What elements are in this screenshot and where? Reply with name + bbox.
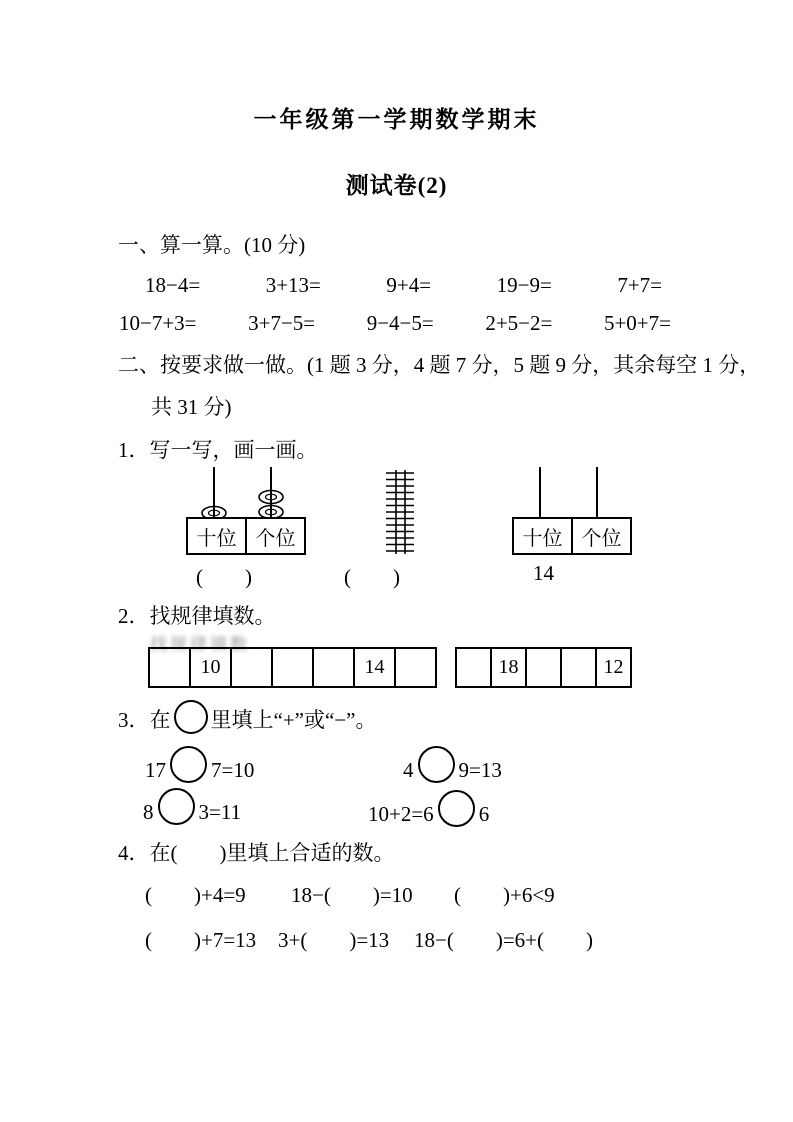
pattern-cell: 12 <box>595 647 632 688</box>
fill-blank-expression: 3+( )=13 <box>278 928 390 952</box>
operator-circle <box>418 746 455 783</box>
pattern-cell <box>230 647 273 688</box>
section-2-heading-line2: 共 31 分) <box>151 395 232 419</box>
fill-blank-expression: ( )+7=13 <box>145 928 257 952</box>
equation-right: 9=13 <box>458 758 502 782</box>
pattern-cell: 18 <box>490 647 527 688</box>
paper-subtitle: 测试卷(2) <box>345 173 448 198</box>
answer-blank-1: ( ) <box>196 565 252 589</box>
calc-expression: 7+7= <box>617 273 662 297</box>
section-1-heading: 一、算一算。(10 分) <box>118 233 306 257</box>
calc-expression: 5+0+7= <box>603 311 671 335</box>
pattern-cell <box>525 647 562 688</box>
pattern-boxes-left <box>148 647 437 688</box>
calc-expression: 18−4= <box>145 273 201 297</box>
answer-value-14: 14 <box>533 561 554 585</box>
pattern-cell <box>455 647 492 688</box>
pattern-cell <box>560 647 597 688</box>
operator-circle <box>158 788 195 825</box>
pattern-cell: 10 <box>189 647 232 688</box>
equation-left: 4 <box>403 758 414 782</box>
abacus-rod-tens <box>539 467 541 521</box>
ones-label: 个位 <box>571 517 632 555</box>
equation-2 <box>403 746 502 783</box>
calc-expression: 10−7+3= <box>119 311 197 335</box>
question-4-label: 4．在( )里填上合适的数。 <box>118 841 395 865</box>
calc-expression: 3+13= <box>265 273 321 297</box>
equation-left: 8 <box>143 800 154 824</box>
tens-label: 十位 <box>512 517 573 555</box>
equation-left: 17 <box>145 758 166 782</box>
equation-left: 10+2=6 <box>368 802 434 826</box>
calc-expression: 2+5−2= <box>485 311 553 335</box>
pattern-boxes-right <box>455 647 632 688</box>
calc-expression: 19−9= <box>496 273 552 297</box>
fill-blank-expression: 18−( )=10 <box>291 883 413 907</box>
abacus-rod-ones <box>596 467 598 521</box>
fill-blank-expression: ( )+6<9 <box>454 883 555 907</box>
calc-row-2 <box>119 310 671 336</box>
blank-circle <box>174 700 208 734</box>
section-2-heading-line1: 二、按要求做一做。(1 题 3 分，4 题 7 分，5 题 9 分，其余每空 1 分， <box>118 353 761 377</box>
calc-expression: 9−4−5= <box>366 311 434 335</box>
calc-expression: 3+7−5= <box>248 311 316 335</box>
pattern-cell: 14 <box>353 647 396 688</box>
equation-3 <box>143 788 241 825</box>
place-value-chart-with-beads <box>186 467 300 555</box>
tens-label: 十位 <box>186 517 247 555</box>
calc-row-1 <box>145 272 662 298</box>
equation-right: 3=11 <box>198 800 242 824</box>
pattern-cell <box>394 647 437 688</box>
pattern-cell <box>148 647 191 688</box>
calc-expression: 9+4= <box>386 273 432 297</box>
question-1-label: 1．写一写，画一画。 <box>118 438 318 462</box>
pattern-cell <box>271 647 314 688</box>
question-3-text-post: 里填上“+”或“−”。 <box>210 708 377 732</box>
pattern-cell <box>312 647 355 688</box>
question-3-label <box>118 700 376 734</box>
equation-right: 7=10 <box>211 758 255 782</box>
place-value-table <box>186 517 306 555</box>
place-value-table <box>512 517 632 555</box>
equation-right: 6 <box>478 802 490 826</box>
fill-blank-expression: ( )+4=9 <box>145 883 246 907</box>
paper-title: 一年级第一学期数学期末 <box>253 107 540 132</box>
question-2-label: 2．找规律填数。 <box>118 604 276 628</box>
question-3-text-pre: 3．在 <box>118 708 171 732</box>
ones-label: 个位 <box>245 517 306 555</box>
operator-circle <box>170 746 207 783</box>
equation-4 <box>368 790 489 827</box>
operator-circle <box>438 790 475 827</box>
fill-blank-expression: 18−( )=6+( ) <box>414 928 594 952</box>
place-value-chart-empty <box>512 467 626 555</box>
print-artifact-text: 找规律填数 <box>150 635 250 654</box>
equation-1 <box>145 746 254 783</box>
counting-sticks-icon <box>383 470 417 554</box>
answer-blank-2: ( ) <box>344 565 400 589</box>
